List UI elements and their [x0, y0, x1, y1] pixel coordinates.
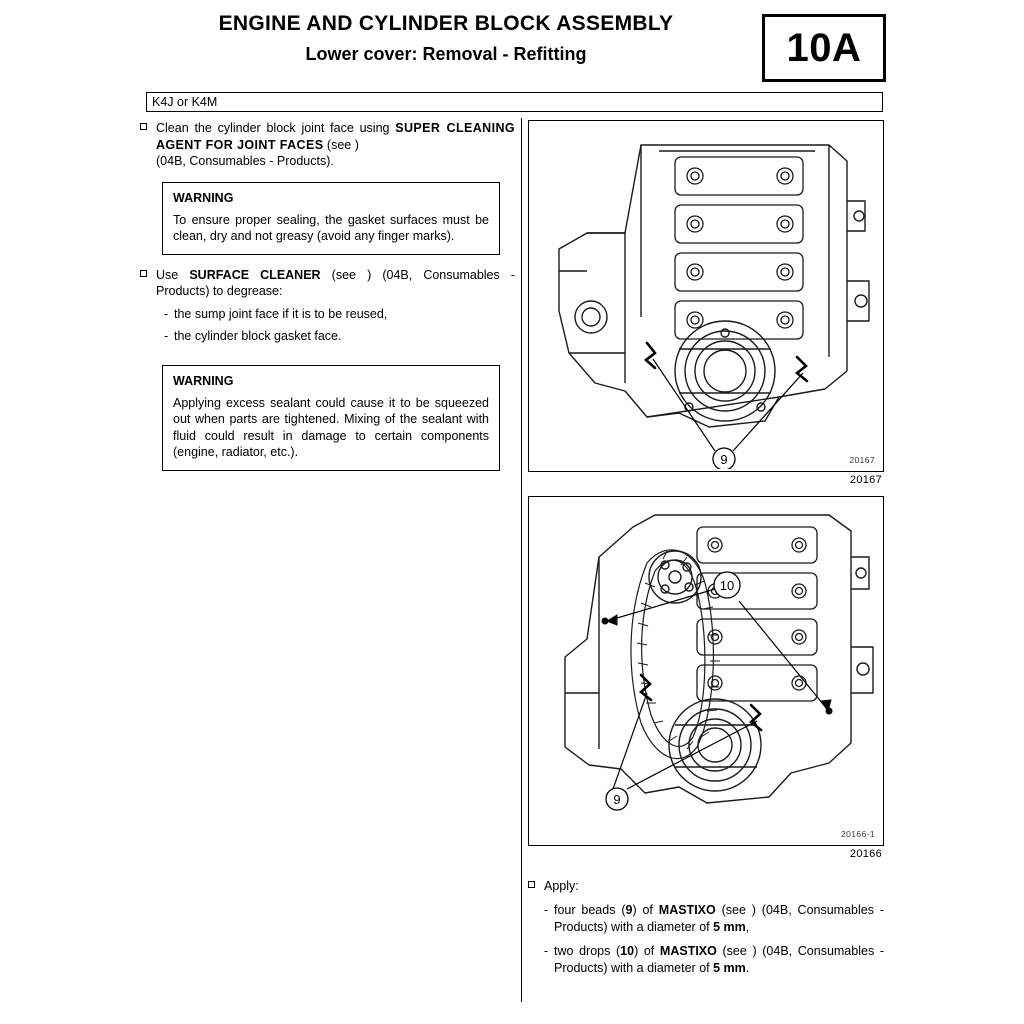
step-clean-text-2: (see ) — [323, 137, 359, 152]
figure-1-inner-code: 20167 — [849, 455, 875, 465]
page-title: ENGINE AND CYLINDER BLOCK ASSEMBLY — [218, 12, 674, 35]
figure-2-inner-code: 20166-1 — [841, 829, 875, 839]
apply-heading — [528, 878, 884, 895]
step-cleaner-text-2: (see ) (04B, Consumables - Products) to degrease: — [156, 267, 516, 298]
apply-item-product: MASTIXO — [658, 902, 716, 917]
apply-item-end: . — [745, 960, 750, 975]
step-clean-text-1: Clean the cylinder block joint face using — [156, 121, 396, 135]
apply-item-after: (see ) (04B, Consumables - Products) with a diameter of — [554, 943, 884, 975]
warning-title-2: WARNING — [173, 373, 234, 388]
step-cleaner-bold: SURFACE CLEANER — [189, 267, 321, 282]
figure-2-drawing — [529, 497, 881, 843]
apply-item — [544, 943, 884, 977]
step-cleaner-text-1: Use — [156, 267, 190, 282]
apply-item-value: 5 mm — [713, 919, 746, 934]
dash-marker: - — [164, 329, 169, 343]
apply-item-lead: four beads ( — [554, 902, 626, 917]
step-clean-bold: SUPER CLEANING AGENT FOR JOINT FACES — [156, 121, 515, 152]
figure-1-number: 20167 — [849, 474, 882, 486]
figure-2-callout-10: 10 — [719, 578, 735, 593]
list-item-label: the sump joint face if it is to be reused, — [174, 306, 388, 321]
warning-text-2: Applying excess sealant could cause it to be squeezed out when parts are tightened. Mixing of the sealant with fluid could result in damage to certain components (engine, radiator, etc.). — [173, 395, 489, 459]
warning-box-2 — [162, 365, 500, 471]
page-subtitle: Lower cover: Removal - Refitting — [305, 44, 587, 64]
warning-text-1: To ensure proper sealing, the gasket surfaces must be clean, dry and not greasy (avoid any finger marks). — [173, 212, 489, 243]
checkbox-icon — [140, 123, 147, 130]
engine-type-label: K4J or K4M — [152, 95, 218, 109]
apply-item-value: 5 mm — [713, 960, 746, 975]
figure-2-number: 20166 — [849, 848, 882, 860]
figure-1-callout-9: 9 — [720, 452, 728, 467]
right-column — [528, 120, 884, 984]
warning-box-1 — [162, 182, 500, 255]
figure-2 — [528, 496, 884, 846]
list-item-label: the cylinder block gasket face. — [174, 329, 342, 343]
step-surface-cleaner — [140, 267, 515, 300]
apply-item-end: , — [745, 919, 750, 934]
apply-block — [528, 878, 884, 977]
apply-item-mid: ) of — [632, 902, 659, 917]
step-clean-text-3: (04B, Consumables - Products). — [156, 154, 334, 168]
apply-item-lead: two drops ( — [554, 943, 621, 958]
list-item — [164, 306, 515, 323]
warning-title-1: WARNING — [173, 190, 234, 205]
section-code: 10A — [786, 25, 862, 70]
apply-item-mid: ) of — [634, 943, 660, 958]
step-clean-block — [140, 120, 515, 170]
section-code-box — [762, 14, 886, 82]
checkbox-icon — [140, 270, 147, 277]
apply-item-product: MASTIXO — [659, 943, 717, 958]
dash-marker: - — [164, 306, 169, 321]
header-titles — [146, 10, 746, 67]
engine-type-bar — [146, 92, 883, 112]
dash-marker: - — [544, 902, 549, 917]
figure-2-callout-9: 9 — [613, 792, 621, 807]
apply-item-ref: 9 — [625, 902, 633, 917]
apply-item-after: (see ) (04B, Consumables - Products) with a diameter of — [554, 902, 884, 934]
checkbox-icon — [528, 881, 535, 888]
apply-item — [544, 902, 884, 936]
figure-1 — [528, 120, 884, 472]
apply-item-ref: 10 — [620, 943, 635, 958]
page-header — [146, 10, 886, 88]
list-item — [164, 328, 515, 345]
apply-heading-label: Apply: — [544, 879, 579, 893]
column-divider — [521, 118, 522, 1002]
left-column — [140, 120, 515, 483]
dash-marker: - — [544, 943, 549, 958]
figure-1-drawing — [529, 121, 881, 469]
